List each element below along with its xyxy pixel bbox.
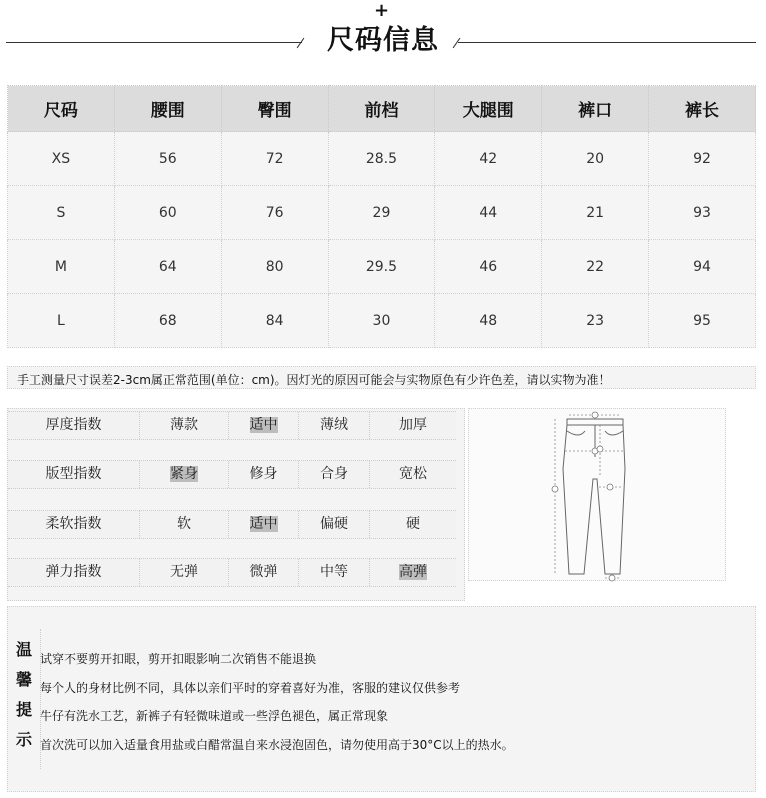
- index-row-thickness: [8, 411, 456, 440]
- index-option-selected: 高弹: [399, 564, 427, 580]
- table-row: [8, 186, 756, 240]
- column-header-thigh: 大腿围: [435, 86, 542, 132]
- index-label: 版型指数: [8, 461, 140, 488]
- tips-label-char: 提: [16, 700, 33, 719]
- table-cell: 28.5: [328, 132, 435, 186]
- tip-item: 首次洗可以加入适量食用盐或白醋常温自来水浸泡固色，请勿使用高于30°C以上的热水。: [40, 738, 514, 752]
- table-cell: 60: [114, 186, 221, 240]
- table-cell: 44: [435, 186, 542, 240]
- table-cell: 42: [435, 132, 542, 186]
- tip-item: 试穿不要剪开扣眼，剪开扣眼影响二次销售不能退换: [40, 652, 317, 666]
- index-option: 中等: [299, 559, 370, 586]
- index-option: 薄绒: [299, 412, 370, 439]
- measurement-note-text: 手工测量尺寸误差2-3cm属正常范围(单位：cm)。因灯光的原因可能会与实物原色有少许色差，请以实物为准！: [17, 373, 611, 387]
- index-label: 厚度指数: [8, 412, 140, 439]
- table-cell: 46: [435, 240, 542, 294]
- table-cell: 22: [542, 240, 649, 294]
- table-cell: 80: [221, 240, 328, 294]
- index-row-elasticity: [8, 558, 456, 587]
- warm-tips-label: [8, 629, 41, 769]
- tips-label-char: 馨: [16, 670, 33, 689]
- table-cell: 21: [542, 186, 649, 240]
- column-header-waist: 腰围: [114, 86, 221, 132]
- column-header-hip: 臀围: [221, 86, 328, 132]
- fabric-index-panel: [7, 408, 465, 601]
- index-option: 合身: [299, 461, 370, 488]
- measurement-note: [7, 366, 756, 389]
- column-header-front-rise: 前档: [328, 86, 435, 132]
- index-row-softness: [8, 510, 456, 539]
- index-option-selected: 紧身: [140, 461, 229, 488]
- index-option: 无弹: [140, 559, 229, 586]
- tips-label-char: 示: [16, 730, 33, 749]
- column-header-length: 裤长: [649, 86, 756, 132]
- table-cell: 29.5: [328, 240, 435, 294]
- table-cell: 23: [542, 294, 649, 348]
- table-cell: 92: [649, 132, 756, 186]
- index-option: 软: [140, 511, 229, 538]
- pants-measurement-diagram: [468, 408, 726, 581]
- size-table: [7, 85, 756, 348]
- tips-label-char: 温: [16, 640, 33, 659]
- pants-icon: [469, 409, 727, 582]
- table-cell: 93: [649, 186, 756, 240]
- table-cell: 29: [328, 186, 435, 240]
- title-right-line: [458, 42, 756, 43]
- title-left-line: [6, 42, 302, 43]
- index-option-selected: 适中: [229, 412, 299, 439]
- table-row: [8, 294, 756, 348]
- page-title: 尺码信息: [327, 25, 439, 56]
- table-cell: 30: [328, 294, 435, 348]
- table-cell: 56: [114, 132, 221, 186]
- table-cell: 68: [114, 294, 221, 348]
- size-table-header: [8, 86, 756, 132]
- title-left-slash: [297, 38, 305, 48]
- table-row: [8, 132, 756, 186]
- index-label: 柔软指数: [8, 511, 140, 538]
- table-cell: 48: [435, 294, 542, 348]
- table-cell: 64: [114, 240, 221, 294]
- tip-item: 每个人的身材比例不同，具体以亲们平时的穿着喜好为准，客服的建议仅供参考: [40, 681, 461, 695]
- column-header-size: 尺码: [8, 86, 115, 132]
- table-row: [8, 240, 756, 294]
- index-option: 硬: [406, 516, 420, 532]
- title-plus-mark: +: [374, 0, 390, 21]
- table-cell: 95: [649, 294, 756, 348]
- index-row-fit: [8, 460, 456, 489]
- table-cell: 84: [221, 294, 328, 348]
- index-label: 弹力指数: [8, 559, 140, 586]
- table-cell: 76: [221, 186, 328, 240]
- tip-item: 牛仔有洗水工艺，新裤子有轻微味道或一些浮色褪色，属正常现象: [40, 709, 389, 723]
- table-cell: 94: [649, 240, 756, 294]
- index-option: 薄款: [140, 412, 229, 439]
- table-cell: XS: [8, 132, 115, 186]
- index-option: 偏硬: [299, 511, 370, 538]
- warm-tips-panel: [7, 606, 756, 792]
- column-header-leg-opening: 裤口: [542, 86, 649, 132]
- index-option: 修身: [229, 461, 299, 488]
- table-cell: 72: [221, 132, 328, 186]
- table-cell: 20: [542, 132, 649, 186]
- index-option: 微弹: [229, 559, 299, 586]
- table-cell: S: [8, 186, 115, 240]
- index-option: 加厚: [399, 417, 427, 433]
- index-option: 宽松: [399, 466, 427, 482]
- table-cell: M: [8, 240, 115, 294]
- table-cell: L: [8, 294, 115, 348]
- index-option-selected: 适中: [229, 511, 299, 538]
